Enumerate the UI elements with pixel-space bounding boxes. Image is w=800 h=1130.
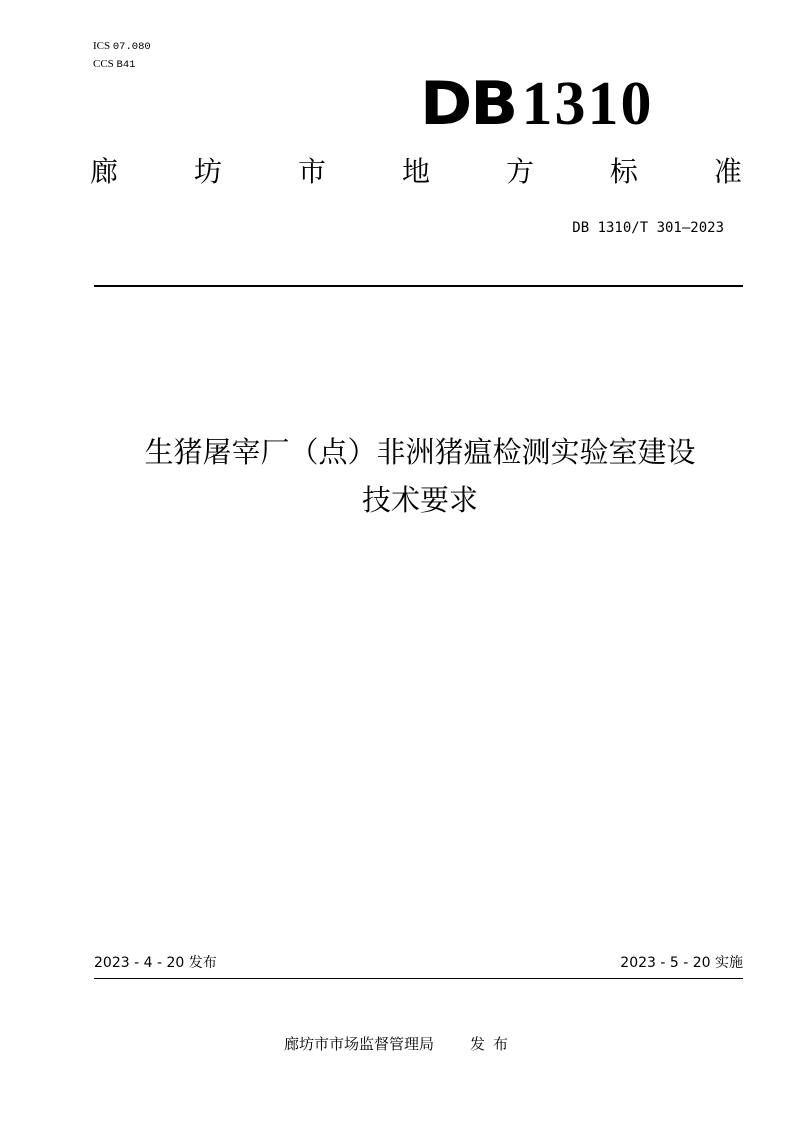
classification-codes xyxy=(93,38,151,74)
document-title xyxy=(80,428,760,524)
top-divider xyxy=(94,285,743,287)
standard-type-char: 地 xyxy=(401,155,430,188)
ics-line xyxy=(93,38,151,56)
ccs-label: CCS xyxy=(93,58,114,70)
standard-code: DB 1310/T 301—2023 xyxy=(572,220,724,236)
db-logo xyxy=(420,66,654,139)
publish-date: 2023 - 4 - 20 发布 xyxy=(94,955,217,971)
standard-type-char: 准 xyxy=(713,155,742,188)
db-logo-prefix: DB xyxy=(420,69,517,139)
standard-type-char: 市 xyxy=(297,155,326,188)
title-line-1: 生猪屠宰厂（点）非洲猪瘟检测实验室建设 xyxy=(144,435,696,469)
standard-type-char: 方 xyxy=(505,155,534,188)
standard-type-heading xyxy=(90,152,742,192)
issuer-action: 发布 xyxy=(470,1035,517,1053)
bottom-divider xyxy=(94,978,743,979)
ccs-line xyxy=(93,56,151,74)
standard-type-char: 标 xyxy=(609,155,638,188)
ccs-code: B41 xyxy=(116,59,136,71)
issuer-line xyxy=(0,1033,800,1055)
title-line-2: 技术要求 xyxy=(361,483,478,517)
issuer-name: 廊坊市市场监督管理局 xyxy=(283,1035,434,1053)
ics-code: 07.080 xyxy=(112,41,151,53)
implement-date: 2023 - 5 - 20 实施 xyxy=(620,955,743,971)
date-row xyxy=(94,953,743,973)
standard-type-char: 廊 xyxy=(90,155,119,188)
ics-label: ICS xyxy=(93,40,111,52)
standard-type-char: 坊 xyxy=(193,155,222,188)
db-logo-number: 1310 xyxy=(521,70,654,138)
